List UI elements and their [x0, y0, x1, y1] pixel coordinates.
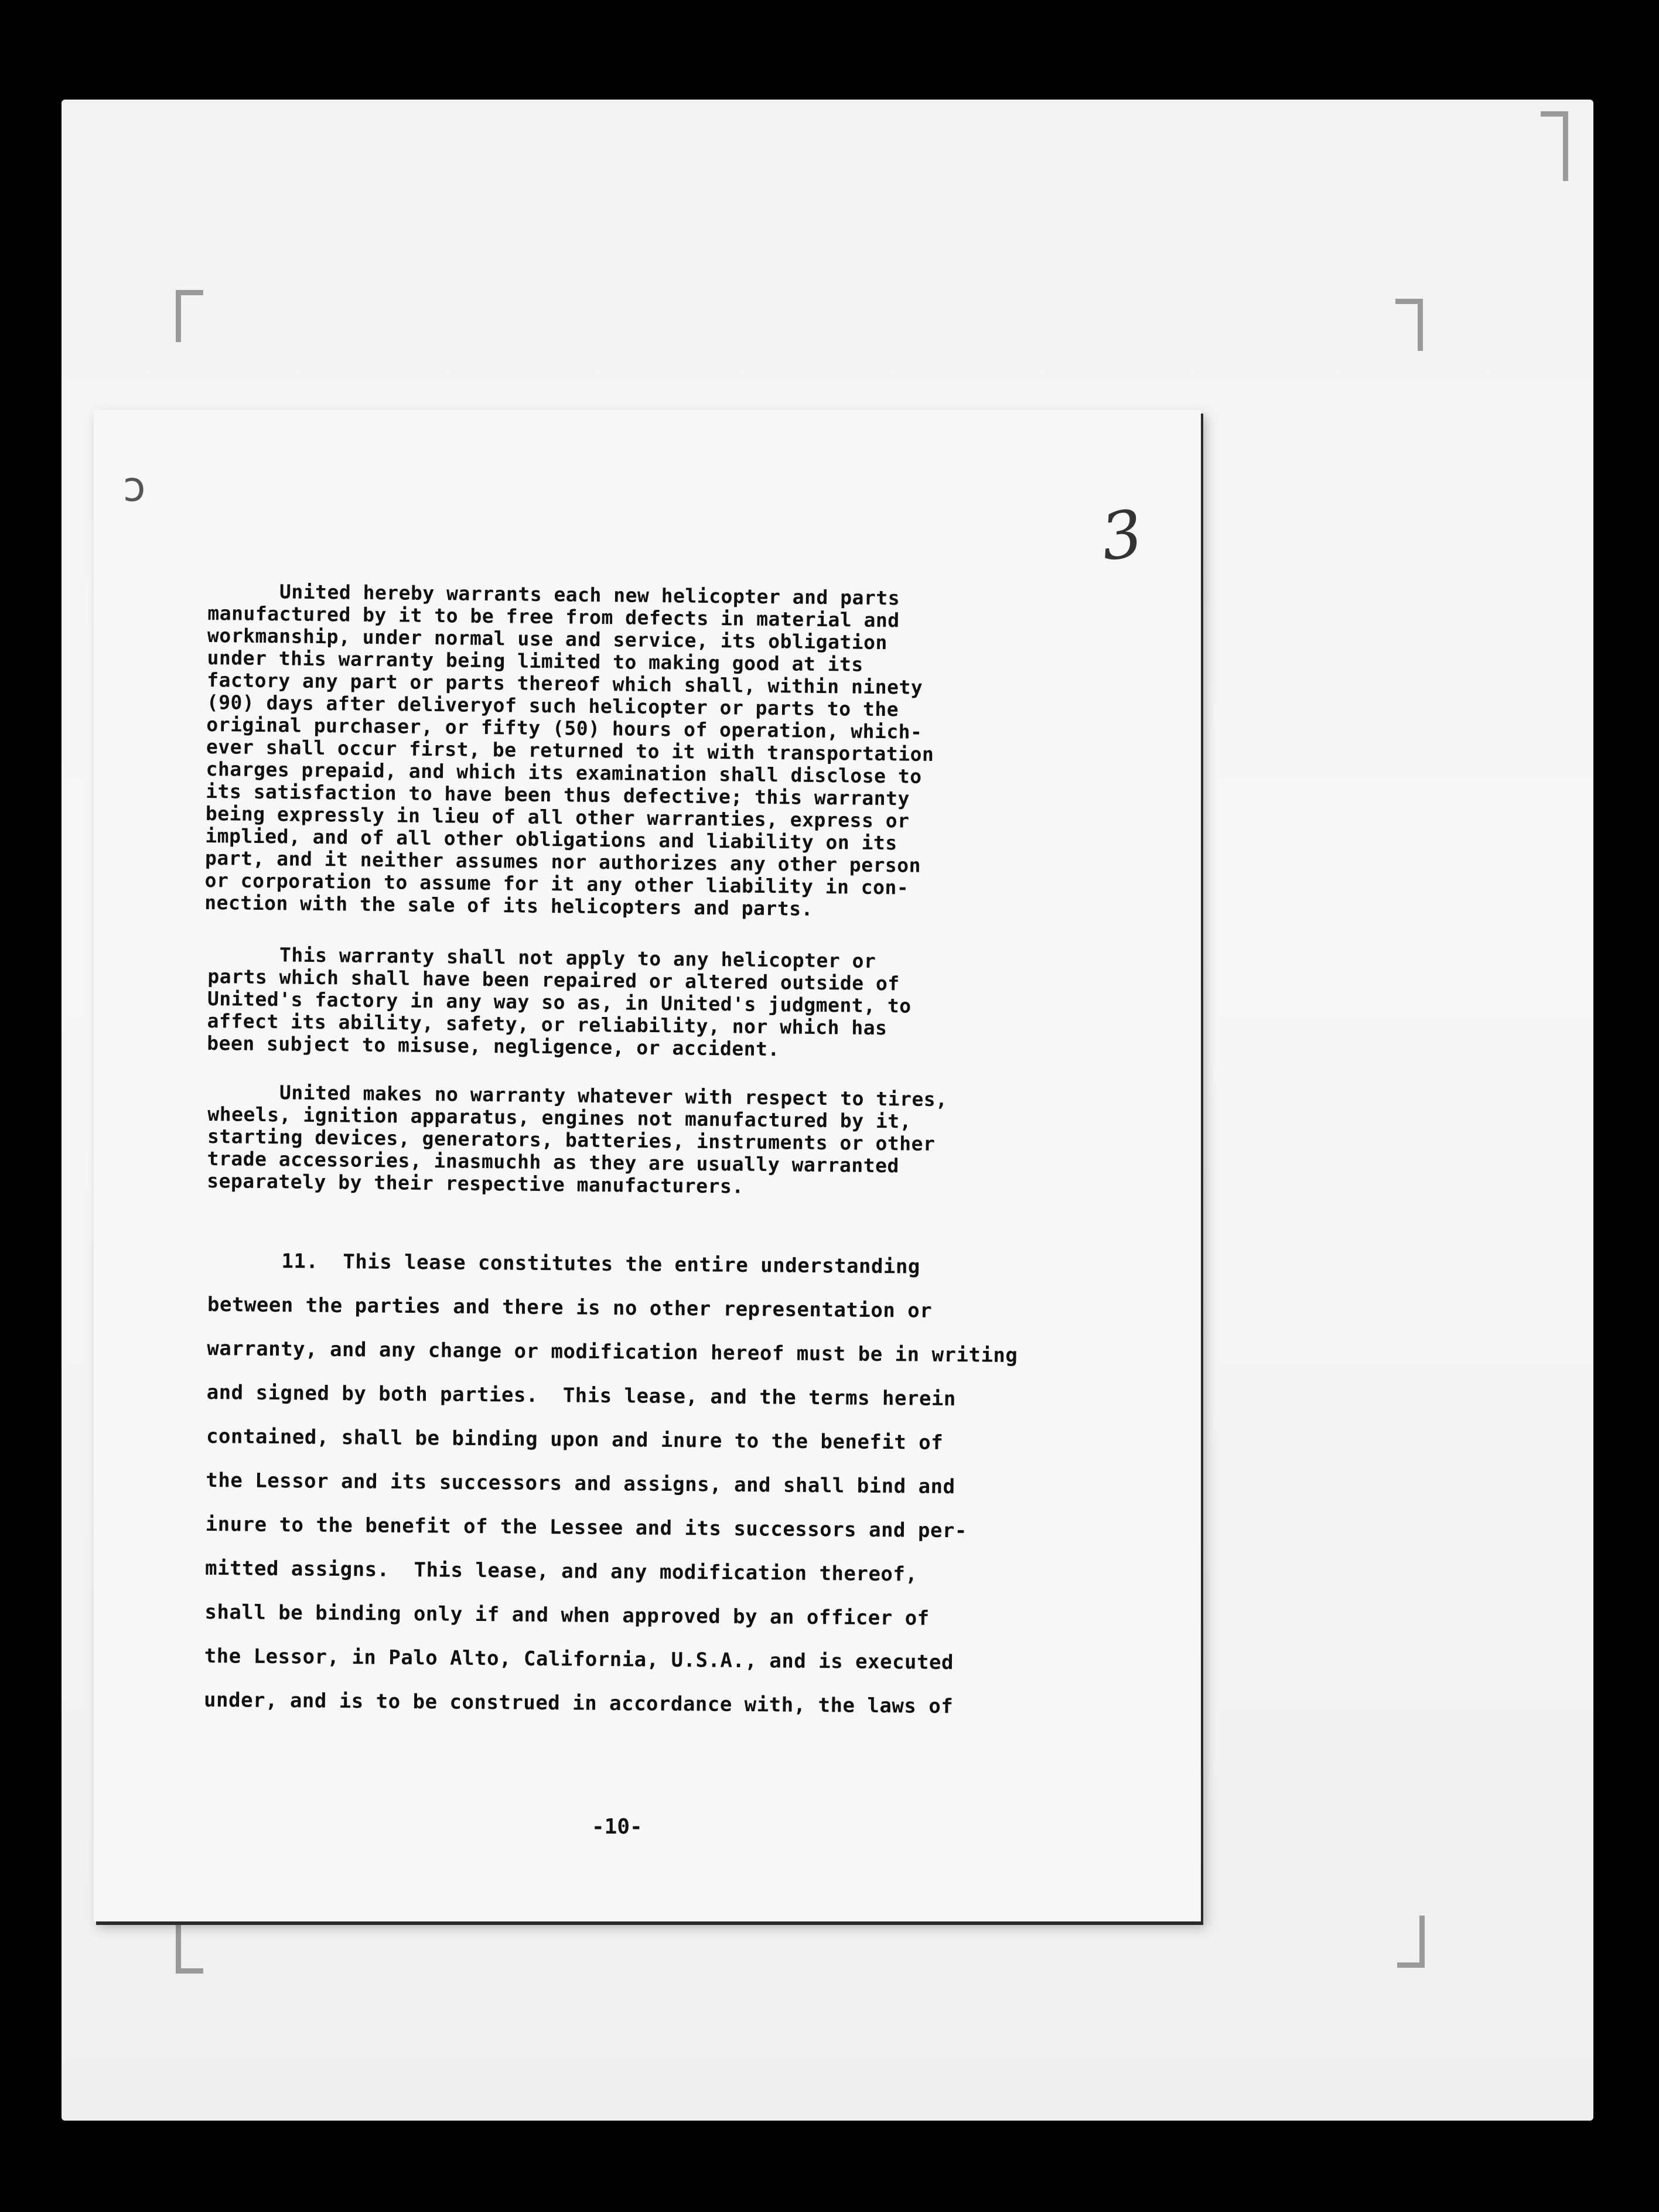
text-line: the Lessor and its successors and assigns, and shall bind and — [206, 1468, 955, 1499]
text-line: shall be binding only if and when approved by an officer of — [204, 1600, 930, 1630]
handwritten-page-number: 3 — [1096, 495, 1148, 576]
text-line: warranty, and any change or modification hereof must be in writing — [207, 1336, 1018, 1368]
text-line: ever shall occur first, be returned to it with transportation — [206, 735, 934, 766]
text-line: part, and it neither assumes nor authorizes any other person — [204, 846, 921, 877]
text-line: trade accessories, inasmuchh as they are usually warranted — [207, 1146, 900, 1177]
text-line: United's factory in any way so as, in United's judgment, to — [207, 986, 912, 1018]
text-line: parts which shall have been repaired or altered outside of — [207, 964, 900, 995]
text-line: or corporation to assume for it any other liability in con- — [204, 868, 909, 899]
paragraph-section-11 — [204, 1239, 1122, 1730]
crop-mark — [176, 1921, 203, 1974]
text-line: manufactured by it to be free from defects in material and — [207, 601, 900, 632]
text-line: its satisfaction to have been thus defective; this warranty — [206, 779, 910, 810]
text-line: United makes no warranty whatever with respect to tires, — [207, 1080, 948, 1111]
text-line: workmanship, under normal use and service, its obligation — [207, 623, 888, 654]
text-line: contained, shall be binding upon and inure to the benefit of — [206, 1424, 944, 1455]
text-line: wheels, ignition apparatus, engines not manufactured by it, — [207, 1102, 912, 1133]
crop-mark — [176, 290, 203, 342]
text-line: the Lessor, in Palo Alto, California, U.S.A., and is executed — [204, 1644, 954, 1675]
crop-mark — [1397, 1916, 1425, 1968]
text-line: between the parties and there is no other representation or — [207, 1292, 933, 1323]
text-line: original purchaser, or fifty (50) hours of operation, which- — [206, 712, 923, 743]
paragraph-warranty-exclusion — [207, 943, 1122, 1064]
text-line: factory any part or parts thereof which shall, within ninety — [207, 668, 923, 699]
text-line: separately by their respective manufacturers. — [207, 1169, 744, 1198]
scan-mark: ↄ — [123, 463, 146, 511]
text-line: (90) days after deliveryof such helicopter or parts to the — [206, 690, 899, 721]
text-line: implied, and of all other obligations and liability on its — [205, 824, 897, 855]
text-line: charges prepaid, and which its examination shall disclose to — [206, 757, 922, 788]
crop-mark — [1541, 111, 1568, 181]
text-line: nection with the sale of its helicopters and parts. — [204, 890, 814, 920]
crop-mark — [1395, 299, 1423, 351]
paragraph-accessories — [207, 1081, 1122, 1201]
text-line: inure to the benefit of the Lessee and its successors and per- — [205, 1512, 968, 1543]
text-line: This warranty shall not apply to any helicopter or — [207, 943, 876, 972]
text-line: starting devices, generators, batteries, instruments or other — [207, 1124, 936, 1156]
text-line: United hereby warrants each new helicopter and parts — [207, 579, 900, 610]
text-line: affect its ability, safety, or reliability, nor which has — [207, 1009, 887, 1040]
text-line: been subject to misuse, negligence, or accident. — [207, 1031, 780, 1061]
text-line: mitted assigns. This lease, and any modification thereof, — [204, 1556, 918, 1586]
paragraph-warranty — [204, 580, 1122, 923]
text-line: 11. This lease constitutes the entire understanding — [207, 1248, 921, 1279]
text-line: under this warranty being limited to making good at its — [207, 646, 863, 676]
text-line: under, and is to be construed in accordance with, the laws of — [203, 1688, 954, 1719]
page-number-footer: -10- — [592, 1815, 643, 1839]
text-line: being expressly in lieu of all other warranties, express or — [205, 801, 910, 832]
text-line: and signed by both parties. This lease, and the terms herein — [206, 1380, 956, 1411]
